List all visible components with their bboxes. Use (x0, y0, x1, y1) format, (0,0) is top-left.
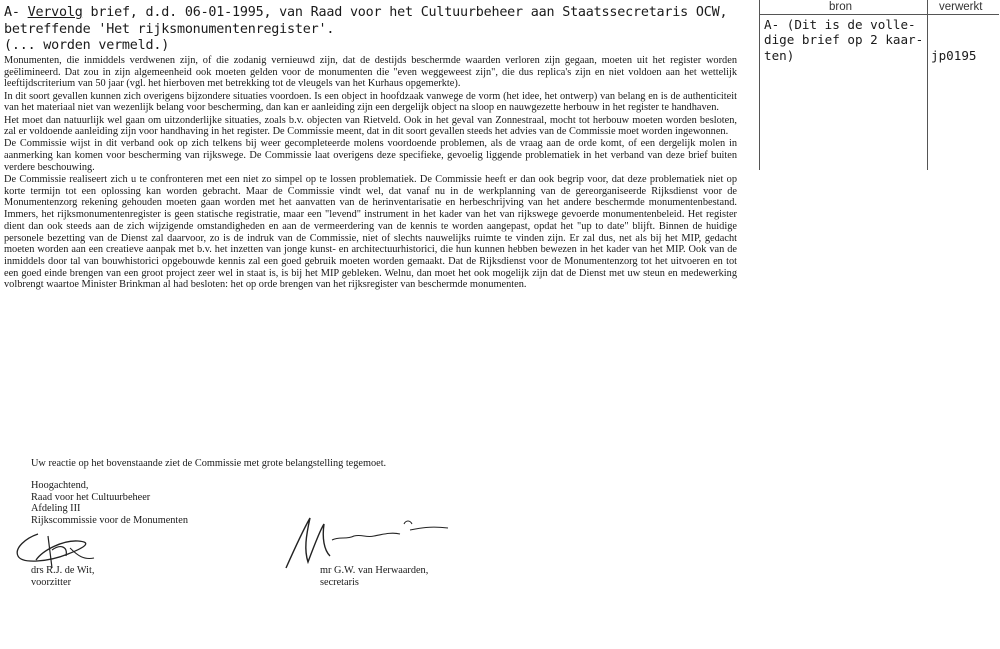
signer-1-name: drs R.J. de Wit, (31, 565, 95, 576)
panel-header-divider (759, 14, 999, 15)
signer-1-role: voorzitter (31, 576, 72, 588)
header-line-3: (... worden vermeld.) (4, 38, 170, 53)
paragraph: Het moet dan natuurlijk wel gaan om uitzonderlijke situaties, zoals b.v. objecten van Rietveld. Ook in het geval van Zonnestraal, mocht tot herbouw moeten worden besloten, zal er voldoende aanleiding zijn voor handhaving in het register. De Commissie meent, dat in dit soort gevallen steeds het advies van de Commissie moet worden ingewonnen. (4, 114, 737, 138)
document-header (4, 5, 744, 55)
header-line-1 (4, 5, 744, 22)
closing-department: Afdeling III (31, 503, 81, 515)
signer-2 (320, 565, 428, 588)
header-line-2: betreffende 'Het rijksmonumentenregister'. (4, 21, 335, 37)
panel-left-border (759, 0, 760, 170)
signer-2-name: mr G.W. van Herwaarden, (320, 565, 429, 576)
header-prefix: A- (4, 5, 28, 20)
panel-column-divider (927, 0, 928, 170)
verwerkt-code: jp0195 (931, 48, 977, 63)
closing-greeting: Hoogachtend, (31, 480, 89, 491)
signer-2-role: secretaris (320, 576, 359, 588)
header-underlined-word: Vervolg (27, 5, 83, 20)
closing-committee: Rijkscommissie voor de Monumenten (31, 514, 189, 526)
paragraph: In dit soort gevallen kunnen zich overigens bijzondere situaties voordoen. Is een object in hoofdzaak vanwege de vorm (het idee, het ontwerp) van belang en is de authenticiteit van het materiaal niet van wezenlijk belang voor bescherming, dan kan er aanleiding zijn een dergelijk object na sloop en nauwgezette herbouw in het register te handhaven. (4, 90, 737, 114)
paragraph: De Commissie wijst in dit verband ook op zich telkens bij weer gecompleteerde molens voordoende problemen, als de vraag aan de orde komt, of een dergelijk molen in aanmerking kan komen voor bescherming van rijkswege. De Commissie laat overigens deze specifieke, gevoelig liggende problematiek in het verband van deze brief buiten verdere beschouwing. (4, 138, 737, 173)
index-card-panel (759, 0, 999, 170)
closing-org: Raad voor het Cultuurbeheer (31, 491, 151, 503)
paragraph: Monumenten, die inmiddels verdwenen zijn, of die zodanig vernieuwd zijn, dat de destijds beschermde waarden verloren zijn gegaan, moeten uit het register worden geëlimineerd. Dat zou in zijn algemeenheid ook moeten gelden voor de monumenten die "even weggeweest zijn", die dus replica's zijn en niet voldoen aan het wettelijk leeftijdscriterium van 50 jaar (vgl. het hierboven met betrekking tot de vleugels van het Kurhaus opgemerkte). (4, 55, 737, 90)
reaction-line: Uw reactie op het bovenstaande ziet de Commissie met grote belangstelling tegemoet. (31, 458, 387, 469)
letter-body (4, 55, 737, 292)
column-header-verwerkt: verwerkt (939, 1, 983, 13)
bron-entry: A- (Dit is de volle- dige brief op 2 kaar- ten) (764, 17, 924, 63)
signature-van-herwaarden-icon (280, 510, 455, 572)
signer-1 (31, 565, 94, 588)
column-header-bron: bron (829, 1, 853, 13)
header-line-1-rest: brief, d.d. 06-01-1995, van Raad voor het Cultuurbeheer aan Staatssecretaris OCW, (82, 5, 728, 20)
paragraph: De Commissie realiseert zich u te confronteren met een niet zo simpel op te lossen problematiek. De Commissie heeft er dan ook begrip voor, dat deze problematiek niet op korte termijn tot een oplossing kan worden gebracht. Maar de Commissie vindt wel, dat vanaf nu in de werkplanning van de gereorganiseerde Rijksdienst voor de Monumentenzorg rekening gehouden moeten gaan worden met het aanvatten van de herinventarisatie en herbeschrijving van het andere beschermde monumentenbestand. Immers, het rijksmonumentenregister is geen statische registratie, maar een "levend" instrument in het kader van het van rijkswege gevoerde monumentenbeleid. Het register dient dan ook steeds aan de zich wijzigende omstandigheden en aan de vermeerdering van de kennis te worden aangepast, opdat het "up to date" blijft. Binnen de huidige personele bezetting van de Dienst zal daarvoor, zo is de indruk van de Commissie, niet of slechts nauwelijks ruimte te vinden zijn. Er zal dus, net als bij het MIP, gedacht moeten worden aan een creatieve aanpak met b.v. het inzetten van jonge kunst- en architectuurhistorici, die hun kunnen hebben bewezen in het kader van het MIP. Ook van de inmiddels door tal van bouwhistorici opgebouwde kennis zal een goed gebruik moeten worden gemaakt. Dat de Rijksdienst voor de Monumentenzorg tot het uitvoeren en tot een goed einde brengen van een groot project zeer wel in staat is, is bij het MIP gebleken. Welnu, dan moet het ook mogelijk zijn dat de Dienst met uw steun en medewerking volbrengt waartoe Minister Brinkman al had besloten: het op orde brengen van het rijksregister van beschermde monumenten. (4, 174, 737, 291)
